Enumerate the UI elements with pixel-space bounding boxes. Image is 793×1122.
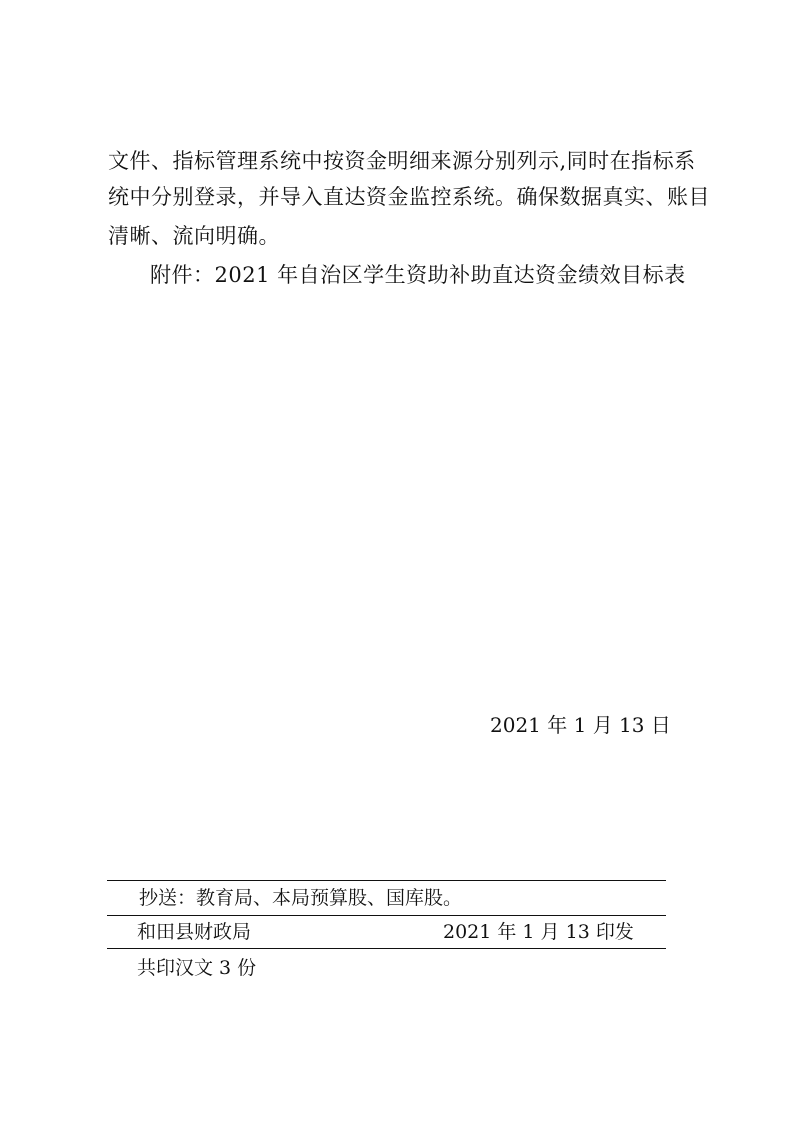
issue-date: 2021 年 1 月 13 印发	[443, 921, 634, 943]
body-text-line: 清晰、流向明确。	[108, 224, 280, 248]
body-text-line: 文件、指标管理系统中按资金明细来源分别列示,同时在指标系	[108, 149, 696, 173]
signature-date: 2021 年 1 月 13 日	[490, 713, 671, 737]
cc-recipients: 抄送：教育局、本局预算股、国库股。	[139, 887, 463, 909]
issuing-office: 和田县财政局	[137, 921, 252, 943]
body-text-line: 统中分别登录，并导入直达资金监控系统。确保数据真实、账目	[108, 185, 710, 209]
footer-top-rule	[107, 880, 666, 881]
footer-bottom-rule	[107, 948, 666, 949]
attachment-line: 附件：2021 年自治区学生资助补助直达资金绩效目标表	[150, 263, 686, 287]
copy-count: 共印汉文 3 份	[137, 957, 257, 979]
footer-middle-rule	[107, 915, 666, 916]
